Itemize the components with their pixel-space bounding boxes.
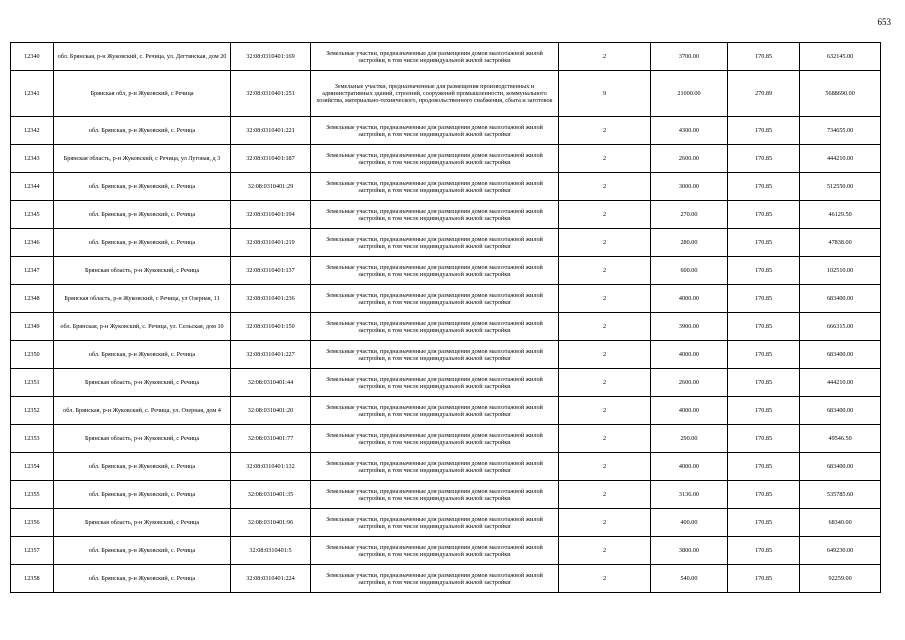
permitted-use-cell: Земельные участки, предназначенные для размещения домов малоэтажной жилой застройки, в том числе индивидуальной жилой застройки	[310, 509, 558, 537]
plot-id-cell: 12344	[11, 173, 54, 201]
category-cell: 2	[559, 229, 651, 257]
cadastral-number-cell: 32:08:0310401:137	[231, 257, 311, 285]
table-row	[11, 43, 881, 71]
category-cell: 2	[559, 369, 651, 397]
cadastral-number-cell: 32:08:0310401:227	[231, 341, 311, 369]
cadastral-value-cell: 683400.00	[800, 285, 881, 313]
category-cell: 2	[559, 537, 651, 565]
table-row	[11, 341, 881, 369]
address-cell: обл. Брянская, р-н Жуковский, с. Речица	[53, 537, 230, 565]
cadastral-value-cell: 683400.00	[800, 341, 881, 369]
plot-id-cell: 12358	[11, 565, 54, 593]
cadastral-number-cell: 32:08:0310401:77	[231, 425, 311, 453]
rate-cell: 170.85	[728, 257, 800, 285]
permitted-use-cell: Земельные участки, предназначенные для размещения домов малоэтажной жилой застройки, в том числе индивидуальной жилой застройки	[310, 117, 558, 145]
area-cell: 3136.00	[650, 481, 727, 509]
plot-id-cell: 12340	[11, 43, 54, 71]
area-cell: 4000.00	[650, 453, 727, 481]
permitted-use-cell: Земельные участки, предназначенные для размещения домов малоэтажной жилой застройки, в том числе индивидуальной жилой застройки	[310, 453, 558, 481]
cadastral-value-cell: 49546.50	[800, 425, 881, 453]
plot-id-cell: 12357	[11, 537, 54, 565]
rate-cell: 270.89	[728, 71, 800, 117]
cadastral-number-cell: 32:08:0310401:224	[231, 565, 311, 593]
category-cell: 2	[559, 117, 651, 145]
table-row	[11, 397, 881, 425]
plot-id-cell: 12342	[11, 117, 54, 145]
table-row	[11, 117, 881, 145]
plot-id-cell: 12351	[11, 369, 54, 397]
cadastral-value-cell: 444210.00	[800, 145, 881, 173]
permitted-use-cell: Земельные участки, предназначенные для размещения домов малоэтажной жилой застройки, в том числе индивидуальной жилой застройки	[310, 285, 558, 313]
plot-id-cell: 12345	[11, 201, 54, 229]
table-row	[11, 229, 881, 257]
area-cell: 600.00	[650, 257, 727, 285]
cadastral-value-cell: 444210.00	[800, 369, 881, 397]
address-cell: обл. Брянская, р-н Жуковский, с. Речица	[53, 117, 230, 145]
address-cell: Брянская область, р-н Жуковский, с Речица	[53, 509, 230, 537]
cadastral-value-cell: 47838.00	[800, 229, 881, 257]
address-cell: Брянская область, р-н Жуковский, с Речица	[53, 257, 230, 285]
cadastral-value-cell: 5688690.00	[800, 71, 881, 117]
category-cell: 9	[559, 71, 651, 117]
area-cell: 4000.00	[650, 397, 727, 425]
permitted-use-cell: Земельные участки, предназначенные для размещения домов малоэтажной жилой застройки, в том числе индивидуальной жилой застройки	[310, 43, 558, 71]
plot-id-cell: 12356	[11, 509, 54, 537]
address-cell: обл. Брянская, р-н Жуковский, с. Речица	[53, 229, 230, 257]
table-row	[11, 509, 881, 537]
category-cell: 2	[559, 397, 651, 425]
rate-cell: 170.85	[728, 565, 800, 593]
address-cell: Брянская область, р-н Жуковский, с Речица	[53, 369, 230, 397]
category-cell: 2	[559, 565, 651, 593]
rate-cell: 170.85	[728, 285, 800, 313]
address-cell: обл. Брянская, р-н Жуковский, с. Речица, ул. Сельская, дом 10	[53, 313, 230, 341]
cadastral-number-cell: 32:08:0310401:5	[231, 537, 311, 565]
rate-cell: 170.85	[728, 369, 800, 397]
area-cell: 4300.00	[650, 117, 727, 145]
area-cell: 290.00	[650, 425, 727, 453]
table-row	[11, 173, 881, 201]
category-cell: 2	[559, 145, 651, 173]
rate-cell: 170.85	[728, 509, 800, 537]
cadastral-value-cell: 512550.00	[800, 173, 881, 201]
area-cell: 4000.00	[650, 341, 727, 369]
rate-cell: 170.85	[728, 313, 800, 341]
cadastral-number-cell: 32:08:0310401:150	[231, 313, 311, 341]
cadastral-number-cell: 32:08:0310401:251	[231, 71, 311, 117]
category-cell: 2	[559, 481, 651, 509]
category-cell: 2	[559, 43, 651, 71]
address-cell: Брянская обл, р-н Жуковский, с Речица	[53, 71, 230, 117]
cadastral-value-cell: 649230.00	[800, 537, 881, 565]
category-cell: 2	[559, 341, 651, 369]
cadastral-value-cell: 666315.00	[800, 313, 881, 341]
category-cell: 2	[559, 201, 651, 229]
cadastral-number-cell: 32:08:0310401:169	[231, 43, 311, 71]
cadastral-value-cell: 734655.00	[800, 117, 881, 145]
address-cell: Брянская область, р-н Жуковский, с Речица	[53, 425, 230, 453]
rate-cell: 170.85	[728, 453, 800, 481]
area-cell: 2600.00	[650, 369, 727, 397]
permitted-use-cell: Земельные участки, предназначенные для размещения домов малоэтажной жилой застройки, в том числе индивидуальной жилой застройки	[310, 341, 558, 369]
permitted-use-cell: Земельные участки, предназначенные для размещения домов малоэтажной жилой застройки, в том числе индивидуальной жилой застройки	[310, 257, 558, 285]
address-cell: Брянская область, р-н Жуковский, с Речица, ул Озерная, 11	[53, 285, 230, 313]
cadastral-number-cell: 32:08:0310401:132	[231, 453, 311, 481]
area-cell: 270.00	[650, 201, 727, 229]
permitted-use-cell: Земельные участки, предназначенные для размещения домов малоэтажной жилой застройки, в том числе индивидуальной жилой застройки	[310, 313, 558, 341]
table-row	[11, 285, 881, 313]
plot-id-cell: 12341	[11, 71, 54, 117]
area-cell: 280.00	[650, 229, 727, 257]
rate-cell: 170.85	[728, 229, 800, 257]
plot-id-cell: 12343	[11, 145, 54, 173]
address-cell: обл. Брянская, р-н Жуковский, с. Речица	[53, 453, 230, 481]
plot-id-cell: 12347	[11, 257, 54, 285]
cadastral-number-cell: 32:08:0310401:236	[231, 285, 311, 313]
cadastral-number-cell: 32:08:0310401:44	[231, 369, 311, 397]
rate-cell: 170.85	[728, 481, 800, 509]
category-cell: 2	[559, 313, 651, 341]
table-row	[11, 313, 881, 341]
table-row	[11, 201, 881, 229]
cadastral-number-cell: 32:08:0310401:187	[231, 145, 311, 173]
rate-cell: 170.85	[728, 537, 800, 565]
table-row	[11, 369, 881, 397]
table-row	[11, 565, 881, 593]
cadastral-value-cell: 632145.00	[800, 43, 881, 71]
address-cell: обл. Брянская, р-н Жуковский, с. Речица, ул. Дегтянская, дом 20	[53, 43, 230, 71]
cadastral-number-cell: 32:08:0310401:20	[231, 397, 311, 425]
rate-cell: 170.85	[728, 117, 800, 145]
rate-cell: 170.85	[728, 145, 800, 173]
table-row	[11, 145, 881, 173]
permitted-use-cell: Земельные участки, предназначенные для размещения домов малоэтажной жилой застройки, в том числе индивидуальной жилой застройки	[310, 397, 558, 425]
table-row	[11, 481, 881, 509]
permitted-use-cell: Земельные участки, предназначенные для размещения домов малоэтажной жилой застройки, в том числе индивидуальной жилой застройки	[310, 145, 558, 173]
category-cell: 2	[559, 173, 651, 201]
cadastral-value-cell: 46129.50	[800, 201, 881, 229]
cadastral-number-cell: 32:08:0310401:35	[231, 481, 311, 509]
plot-id-cell: 12346	[11, 229, 54, 257]
address-cell: обл. Брянская, р-н Жуковский, с. Речица	[53, 201, 230, 229]
area-cell: 3800.00	[650, 537, 727, 565]
plot-id-cell: 12350	[11, 341, 54, 369]
rate-cell: 170.85	[728, 173, 800, 201]
cadastral-value-cell: 102510.00	[800, 257, 881, 285]
rate-cell: 170.85	[728, 397, 800, 425]
address-cell: обл. Брянская, р-н Жуковский, с. Речица	[53, 341, 230, 369]
area-cell: 400.00	[650, 509, 727, 537]
cadastral-number-cell: 32:08:0310401:194	[231, 201, 311, 229]
land-plot-table	[10, 42, 881, 593]
plot-id-cell: 12348	[11, 285, 54, 313]
cadastral-number-cell: 32:08:0310401:96	[231, 509, 311, 537]
category-cell: 2	[559, 285, 651, 313]
cadastral-value-cell: 683400.00	[800, 397, 881, 425]
table-body	[11, 43, 881, 593]
area-cell: 3900.00	[650, 313, 727, 341]
cadastral-value-cell: 92259.00	[800, 565, 881, 593]
plot-id-cell: 12352	[11, 397, 54, 425]
permitted-use-cell: Земельные участки, предназначенные для размещения домов малоэтажной жилой застройки, в том числе индивидуальной жилой застройки	[310, 173, 558, 201]
address-cell: обл. Брянская, р-н Жуковский, с. Речица	[53, 173, 230, 201]
category-cell: 2	[559, 453, 651, 481]
table-row	[11, 425, 881, 453]
address-cell: обл. Брянская, р-н Жуковский, с. Речица, ул. Озерная, дом 4	[53, 397, 230, 425]
permitted-use-cell: Земельные участки, предназначенные для размещения домов малоэтажной жилой застройки, в том числе индивидуальной жилой застройки	[310, 481, 558, 509]
area-cell: 3700.00	[650, 43, 727, 71]
permitted-use-cell: Земельные участки, предназначенные для размещения домов малоэтажной жилой застройки, в том числе индивидуальной жилой застройки	[310, 537, 558, 565]
permitted-use-cell: Земельные участки, предназначенные для размещения производственных и административных зданий, строений, сооружений промышленности, коммунального хозяйства, материально-технического, продовольственного снабжения, сбыта и заготовок	[310, 71, 558, 117]
cadastral-value-cell: 535785.60	[800, 481, 881, 509]
rate-cell: 170.85	[728, 341, 800, 369]
area-cell: 4000.00	[650, 285, 727, 313]
address-cell: Брянская область, р-н Жуковский, с Речица, ул Луговая, д 3	[53, 145, 230, 173]
plot-id-cell: 12354	[11, 453, 54, 481]
category-cell: 2	[559, 509, 651, 537]
rate-cell: 170.85	[728, 43, 800, 71]
rate-cell: 170.85	[728, 201, 800, 229]
area-cell: 540.00	[650, 565, 727, 593]
cadastral-value-cell: 68340.00	[800, 509, 881, 537]
category-cell: 2	[559, 257, 651, 285]
address-cell: обл. Брянская, р-н Жуковский, с. Речица	[53, 565, 230, 593]
address-cell: обл. Брянская, р-н Жуковский, с. Речица	[53, 481, 230, 509]
page-number: 653	[877, 17, 891, 27]
cadastral-number-cell: 32:08:0310401:29	[231, 173, 311, 201]
table-row	[11, 453, 881, 481]
table-row	[11, 257, 881, 285]
plot-id-cell: 12349	[11, 313, 54, 341]
cadastral-value-cell: 683400.00	[800, 453, 881, 481]
cadastral-number-cell: 32:08:0310401:219	[231, 229, 311, 257]
area-cell: 21000.00	[650, 71, 727, 117]
rate-cell: 170.85	[728, 425, 800, 453]
plot-id-cell: 12353	[11, 425, 54, 453]
permitted-use-cell: Земельные участки, предназначенные для размещения домов малоэтажной жилой застройки, в том числе индивидуальной жилой застройки	[310, 369, 558, 397]
plot-id-cell: 12355	[11, 481, 54, 509]
permitted-use-cell: Земельные участки, предназначенные для размещения домов малоэтажной жилой застройки, в том числе индивидуальной жилой застройки	[310, 565, 558, 593]
table-row	[11, 537, 881, 565]
area-cell: 3000.00	[650, 173, 727, 201]
permitted-use-cell: Земельные участки, предназначенные для размещения домов малоэтажной жилой застройки, в том числе индивидуальной жилой застройки	[310, 201, 558, 229]
permitted-use-cell: Земельные участки, предназначенные для размещения домов малоэтажной жилой застройки, в том числе индивидуальной жилой застройки	[310, 229, 558, 257]
area-cell: 2600.00	[650, 145, 727, 173]
table-row	[11, 71, 881, 117]
cadastral-number-cell: 32:08:0310401:221	[231, 117, 311, 145]
category-cell: 2	[559, 425, 651, 453]
permitted-use-cell: Земельные участки, предназначенные для размещения домов малоэтажной жилой застройки, в том числе индивидуальной жилой застройки	[310, 425, 558, 453]
